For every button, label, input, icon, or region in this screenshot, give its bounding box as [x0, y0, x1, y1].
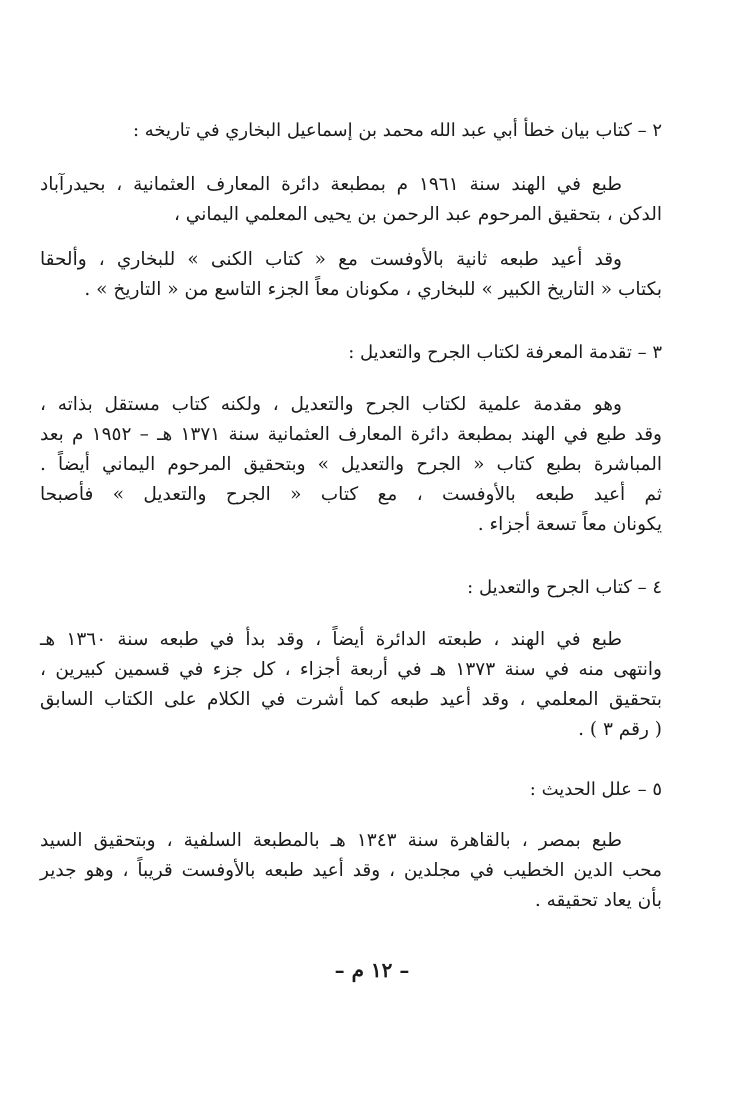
paragraph-line: يكونان معاً تسعة أجزاء . [477, 514, 662, 535]
paragraph-line: طبع بمصر ، بالقاهرة سنة ١٣٤٣ هـ بالمطبعة السلفية ، وبتحقيق السيد [40, 830, 622, 851]
paragraph-line: محب الدين الخطيب في مجلدين ، وقد أعيد طبعه بالأوفست قريباً ، وهو جدير [40, 860, 662, 881]
paragraph-line: طبع في الهند ، طبعته الدائرة أيضاً ، وقد بدأ في طبعه سنة ١٣٦٠ هـ [40, 629, 623, 650]
paragraph-line: وقد أعيد طبعه ثانية بالأوفست مع « كتاب الكنى » للبخاري ، وألحقا [40, 249, 622, 270]
paragraph-line: طبع في الهند سنة ١٩٦١ م بمطبعة دائرة المعارف العثمانية ، بحيدرآباد [40, 174, 622, 195]
section-5-paragraph-1 [40, 826, 662, 916]
section-4-paragraph-1 [40, 625, 662, 745]
paragraph-line: ثم أعيد طبعه بالأوفست ، مع كتاب « الجرح والتعديل » فأصبحا [40, 484, 662, 505]
section-4-heading: ٤ – كتاب الجرح والتعديل : [467, 577, 662, 598]
paragraph-line: المباشرة بطبع كتاب « الجرح والتعديل » وبتحقيق المرحوم اليماني أيضاً . [40, 454, 662, 475]
paragraph-line: وهو مقدمة علمية لكتاب الجرح والتعديل ، ولكنه كتاب مستقل بذاته ، [40, 394, 622, 415]
section-3-paragraph-1 [40, 390, 662, 540]
section-3-heading: ٣ – تقدمة المعرفة لكتاب الجرح والتعديل : [348, 342, 662, 363]
page-number: – ١٢ م – [334, 958, 410, 982]
paragraph-line: الدكن ، بتحقيق المرحوم عبد الرحمن بن يحيى المعلمي اليماني ، [173, 204, 662, 225]
paragraph-line: وقد طبع في الهند بمطبعة دائرة المعارف العثمانية سنة ١٣٧١ هـ – ١٩٥٢ م بعد [40, 424, 662, 445]
paragraph-line: بتحقيق المعلمي ، وقد أعيد طبعه كما أشرت في الكلام على الكتاب السابق [40, 689, 662, 710]
section-5-heading: ٥ – علل الحديث : [529, 779, 662, 800]
section-2-paragraph-2 [40, 245, 662, 305]
paragraph-line: ( رقم ٣ ) . [578, 719, 662, 740]
section-2-paragraph-1 [40, 170, 662, 230]
paragraph-line: وانتهى منه في سنة ١٣٧٣ هـ في أربعة أجزاء ، كل جزء في قسمين كبيرين ، [40, 659, 662, 680]
paragraph-line: بكتاب « التاريخ الكبير » للبخاري ، مكونان معاً الجزء التاسع من « التاريخ » . [84, 279, 662, 300]
section-2-heading: ٢ – كتاب بيان خطأ أبي عبد الله محمد بن إسماعيل البخاري في تاريخه : [133, 120, 662, 141]
paragraph-line: بأن يعاد تحقيقه . [534, 890, 662, 911]
